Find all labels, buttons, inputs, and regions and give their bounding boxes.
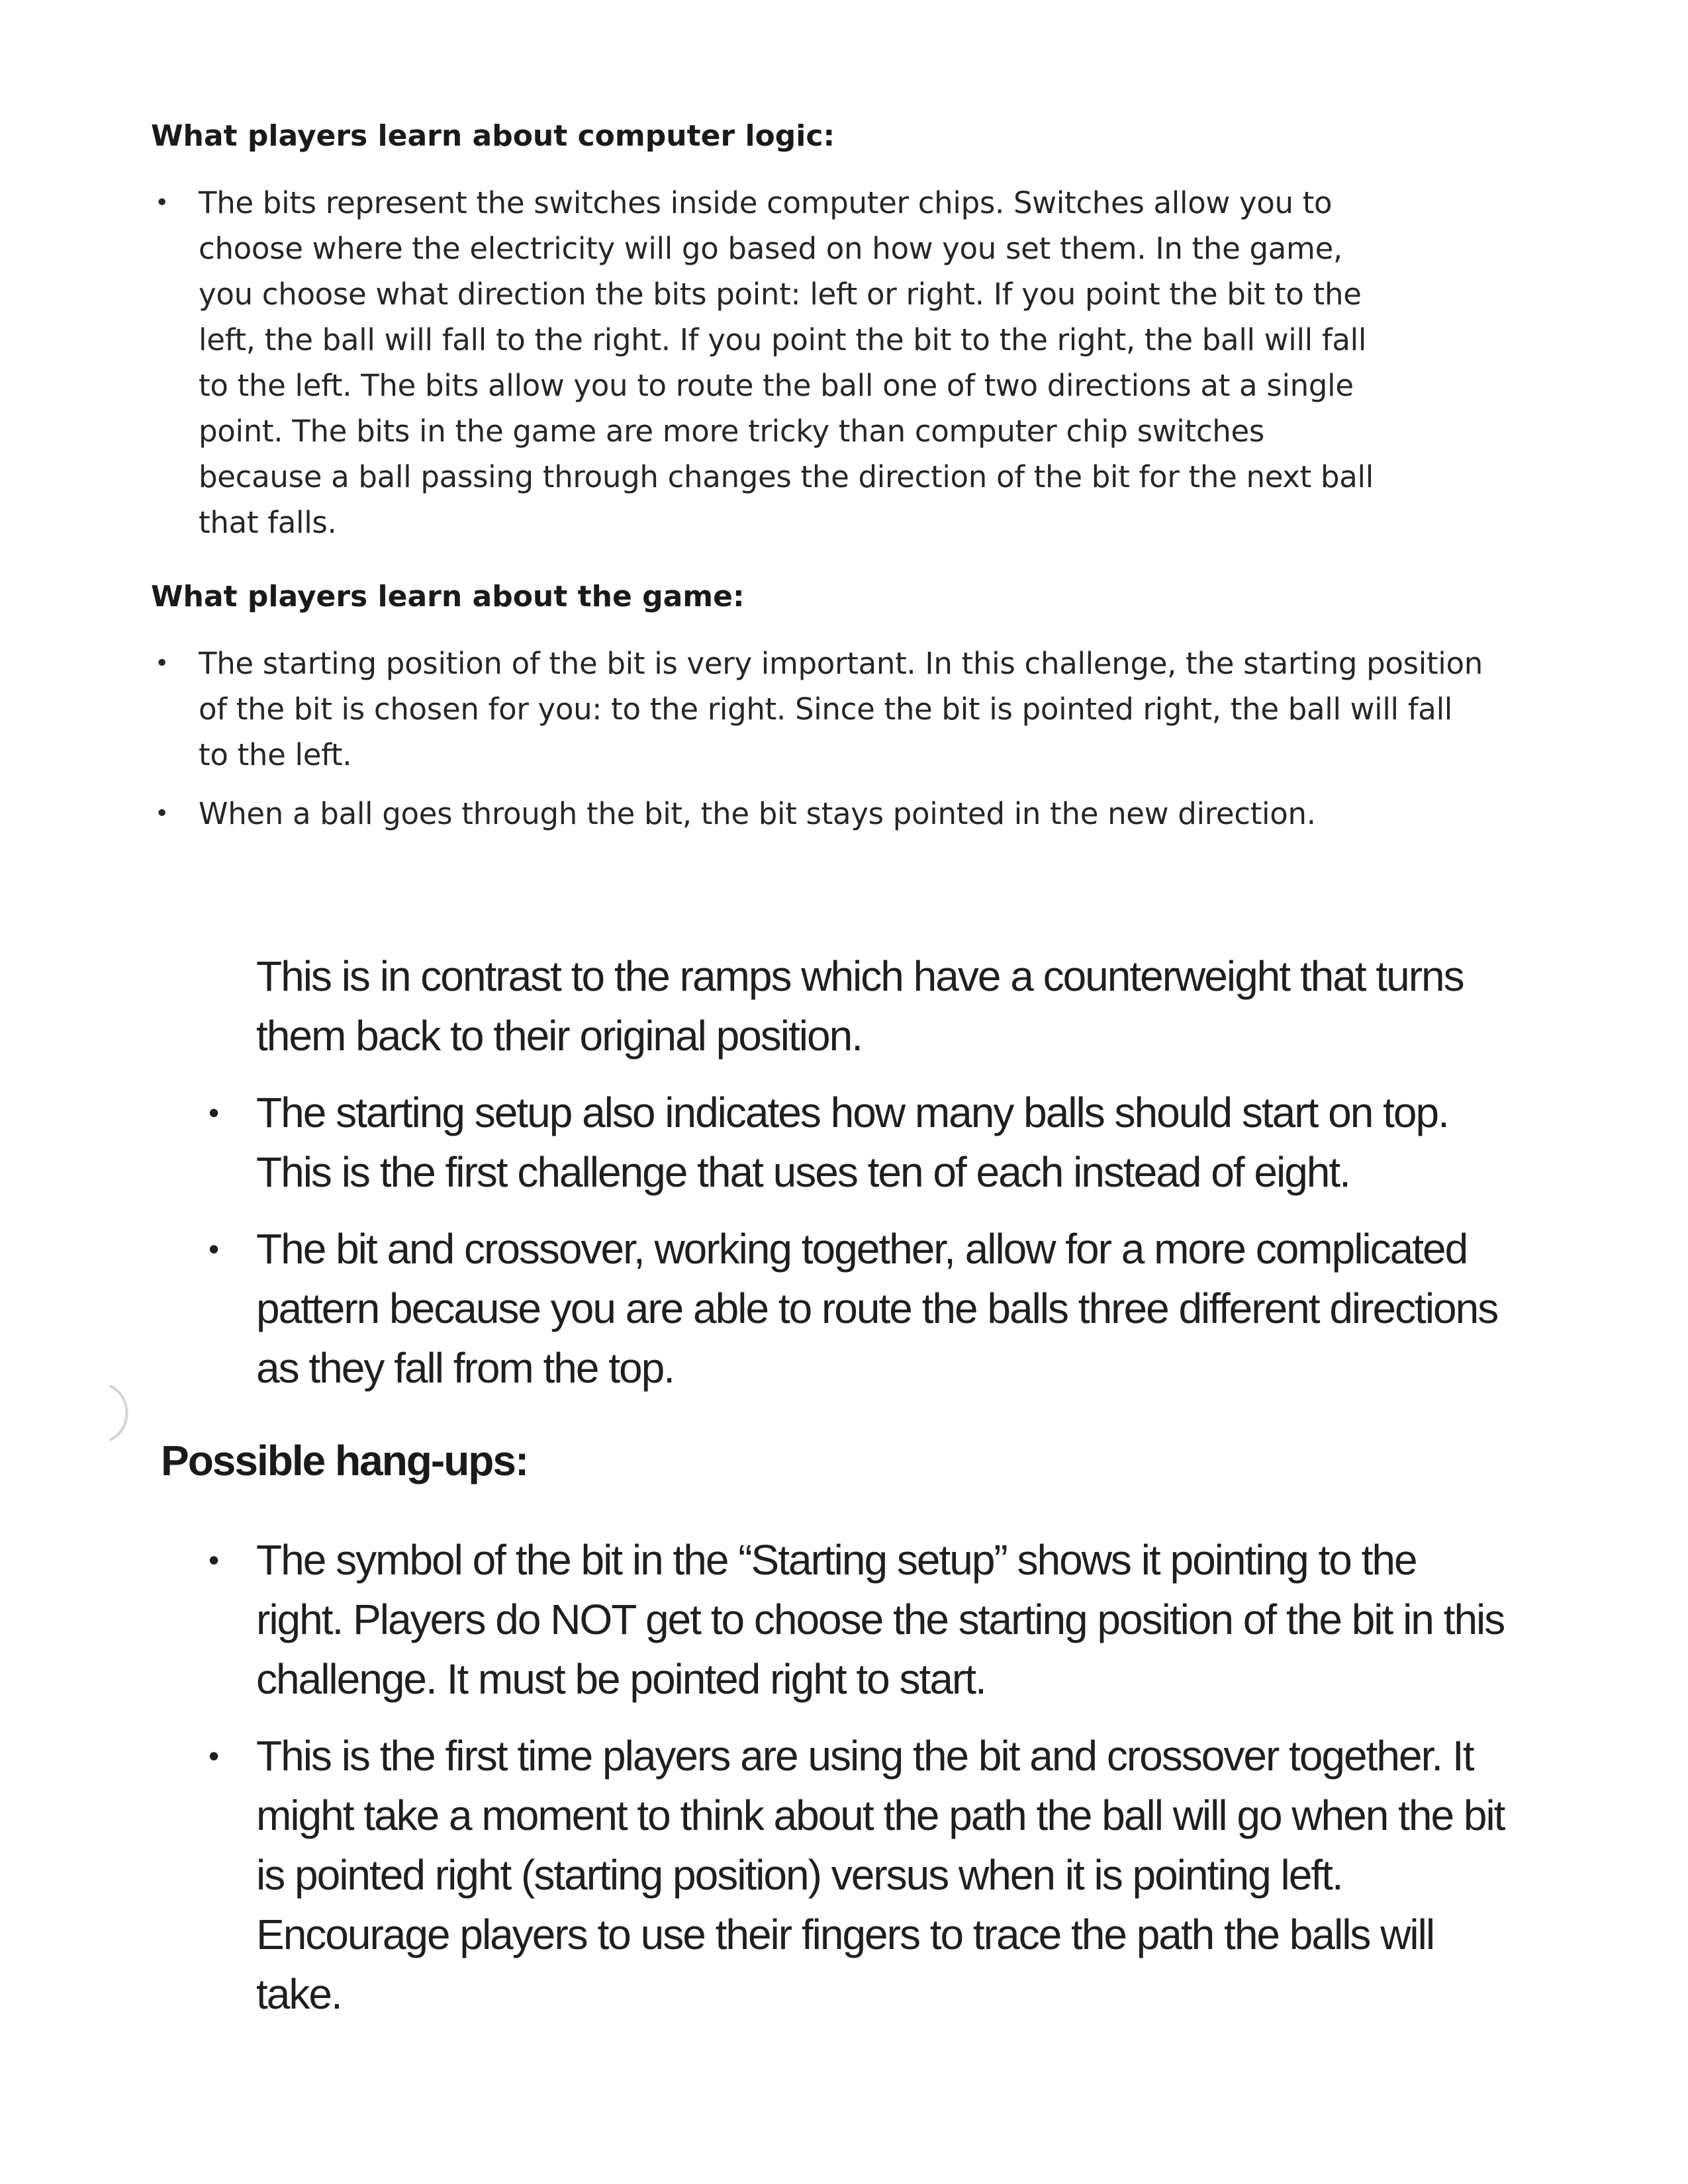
bullet-icon: •	[209, 1739, 218, 1773]
list-item	[209, 1219, 1506, 1398]
list-item-text: The starting position of the bit is very important. In this challenge, the starting position of the bit is chosen for you: to the right. Since the bit is pointed right, the ball will fall to the left.	[199, 646, 1483, 772]
game-learning-list	[151, 641, 1488, 837]
list-item-text: When a ball goes through the bit, the bit stays pointed in the new direction.	[199, 796, 1316, 831]
bullet-icon: •	[155, 800, 169, 827]
page-edge-mark-icon	[106, 1383, 138, 1443]
list-item-text: The bits represent the switches inside computer chips. Switches allow you to choose where the electricity will go based on how you set them. In the game, you choose what direction the bits point: left or right. If you point the bit to the left, the ball will fall to the right. If you point the bit to the right, the ball will fall to the left. The bits allow you to route the ball one of two directions at a single point. The bits in the game are more tricky than computer chip switches because a ball passing through changes the direction of the bit for the next ball that falls.	[199, 185, 1374, 540]
bullet-icon: •	[155, 650, 169, 677]
game-learning-list-continued	[209, 1083, 1506, 1398]
list-item-text: The starting setup also indicates how many balls should start on top. This is the first challenge that uses ten of each instead of eight.	[256, 1089, 1448, 1196]
list-item	[151, 641, 1488, 778]
heading-computer-logic: What players learn about computer logic:	[151, 119, 835, 153]
list-item-text: The symbol of the bit in the “Starting setup” shows it pointing to the right. Players do NOT get to choose the starting position of the bit in this challenge. It must be pointed right to start.	[256, 1536, 1505, 1703]
upper-section	[151, 116, 1488, 850]
list-item-text: This is the first time players are using the bit and crossover together. It might take a moment to think about the path the ball will go when the bit is pointed right (starting position) versus when it is pointing left. Encourage players to use their fingers to trace the path the balls will take.	[256, 1732, 1505, 2018]
heading-learn-about-game: What players learn about the game:	[151, 580, 745, 614]
bullet-icon: •	[209, 1095, 218, 1130]
bullet-icon: •	[209, 1543, 218, 1577]
heading-possible-hang-ups: Possible hang-ups:	[161, 1437, 528, 1484]
list-item-text: The bit and crossover, working together, allow for a more complicated pattern because you are able to route the balls three different directions as they fall from the top.	[256, 1225, 1498, 1392]
list-item	[151, 180, 1395, 545]
lower-section	[161, 946, 1506, 2041]
list-item	[209, 1530, 1506, 1709]
list-item	[209, 1726, 1506, 2024]
continuation-paragraph: This is in contrast to the ramps which have a counterweight that turns them back to their original position.	[256, 952, 1464, 1060]
list-item	[209, 1083, 1506, 1202]
list-item	[151, 791, 1488, 837]
computer-logic-list	[151, 180, 1395, 545]
bullet-icon: •	[209, 1232, 218, 1266]
hang-ups-list	[209, 1530, 1506, 2024]
bullet-icon: •	[155, 189, 169, 216]
